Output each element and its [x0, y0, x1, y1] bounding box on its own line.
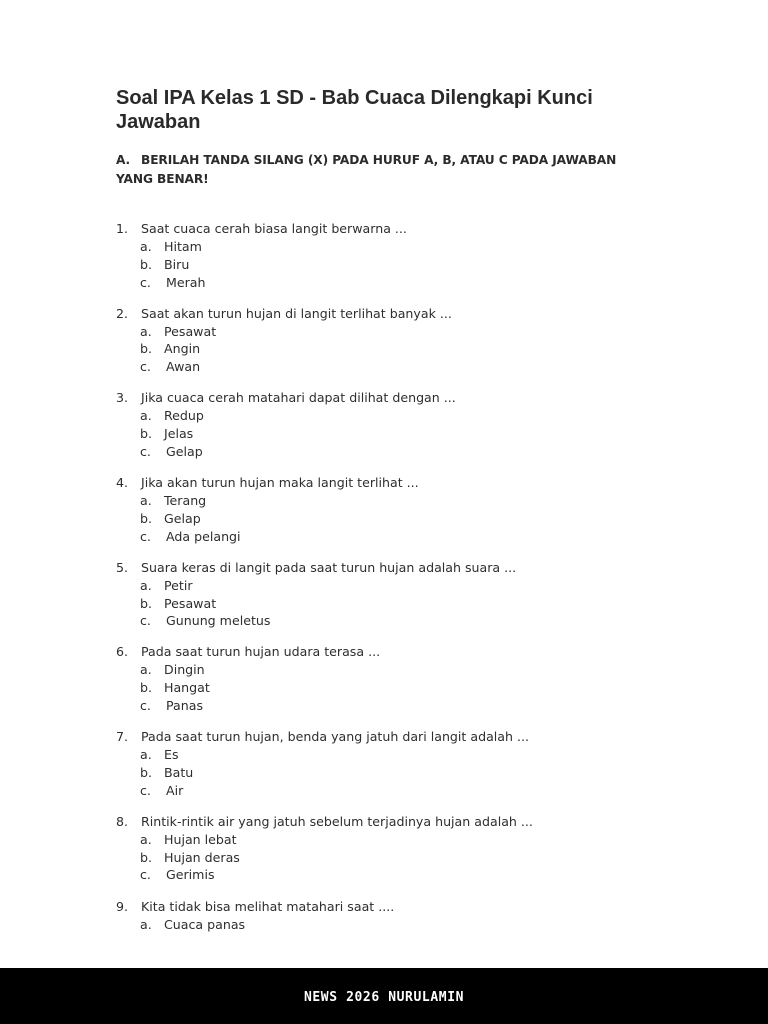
option-text: Hitam — [164, 239, 202, 254]
question-line — [116, 728, 676, 746]
question-text: Rintik-rintik air yang jatuh sebelum terjadinya hujan adalah ... — [141, 813, 533, 829]
option-letter: c. — [140, 443, 151, 459]
option-letter: c. — [140, 867, 151, 883]
question-number: 5. — [116, 559, 129, 575]
question-text: Pada saat turun hujan udara terasa ... — [141, 644, 381, 660]
question-number: 3. — [116, 390, 129, 406]
question-item — [116, 559, 676, 644]
option-item — [116, 238, 676, 256]
option-text: Biru — [164, 256, 190, 272]
question-text: Jika cuaca cerah matahari dapat dilihat dengan ... — [141, 390, 456, 406]
option-letter: b. — [140, 341, 152, 357]
option-text: Petir — [164, 577, 193, 593]
option-item — [116, 443, 676, 461]
document-title: Soal IPA Kelas 1 SD - Bab Cuaca Dilengkapi Kunci Jawaban — [116, 87, 593, 133]
option-text: Pesawat — [164, 323, 217, 339]
question-number: 9. — [116, 898, 129, 914]
option-item — [116, 256, 676, 274]
question-text: Jika akan turun hujan maka langit terlihat ... — [141, 475, 419, 491]
option-list — [116, 238, 676, 291]
option-item — [116, 679, 676, 697]
question-text: Suara keras di langit pada saat turun hujan adalah suara ... — [141, 559, 517, 575]
option-text: Hujan lebat — [164, 831, 237, 847]
question-line — [116, 559, 676, 577]
option-item — [116, 866, 676, 884]
option-text: Ada pelangi — [166, 528, 241, 544]
question-line — [116, 474, 676, 492]
option-item — [116, 425, 676, 443]
option-letter: b. — [140, 680, 152, 696]
option-letter: a. — [140, 916, 152, 932]
option-letter: c. — [140, 528, 151, 544]
option-text: Cuaca panas — [164, 916, 246, 932]
question-text: Saat akan turun hujan di langit terlihat banyak ... — [141, 305, 452, 321]
option-text: Gelap — [166, 443, 203, 459]
option-item — [116, 492, 676, 510]
option-letter: c. — [140, 782, 151, 798]
question-text: Pada saat turun hujan, benda yang jatuh dari langit adalah ... — [141, 729, 530, 745]
option-letter: a. — [140, 323, 152, 339]
question-text: Kita tidak bisa melihat matahari saat .... — [141, 898, 395, 914]
section-instruction — [116, 151, 656, 189]
option-text: Gerimis — [166, 867, 215, 883]
question-number: 2. — [116, 305, 129, 321]
option-text: Awan — [166, 359, 201, 375]
question-item — [116, 305, 676, 390]
option-text: Jelas — [164, 426, 194, 442]
question-number: 1. — [116, 221, 129, 236]
option-letter: a. — [140, 747, 152, 763]
question-number: 7. — [116, 729, 129, 745]
question-text: Saat cuaca cerah biasa langit berwarna ... — [141, 221, 407, 236]
option-letter: b. — [140, 510, 152, 526]
option-item — [116, 916, 676, 934]
option-letter: b. — [140, 764, 152, 780]
option-item — [116, 407, 676, 425]
option-item — [116, 528, 676, 546]
option-item — [116, 340, 676, 358]
option-letter: a. — [140, 408, 152, 424]
option-letter: a. — [140, 662, 152, 678]
option-letter: a. — [140, 239, 152, 254]
question-line — [116, 220, 676, 238]
option-item — [116, 612, 676, 630]
question-item — [116, 813, 676, 898]
option-text: Angin — [164, 341, 201, 357]
question-line — [116, 389, 676, 407]
option-list — [116, 577, 676, 630]
question-number: 6. — [116, 644, 129, 660]
option-item — [116, 849, 676, 867]
option-item — [116, 595, 676, 613]
option-letter: b. — [140, 849, 152, 865]
option-text: Hangat — [164, 680, 210, 696]
footer-bar — [0, 968, 768, 1024]
option-letter: a. — [140, 577, 152, 593]
option-text: Pesawat — [164, 595, 217, 611]
option-text: Es — [164, 747, 179, 763]
question-line — [116, 813, 676, 831]
question-item — [116, 389, 676, 474]
question-item — [116, 643, 676, 728]
footer-watermark: NEWS 2026 NURULAMIN — [303, 989, 465, 1005]
option-list — [116, 492, 676, 545]
option-list — [116, 661, 676, 714]
option-letter: c. — [140, 274, 151, 290]
option-text: Air — [166, 782, 184, 798]
option-item — [116, 746, 676, 764]
option-text: Redup — [164, 408, 204, 424]
option-list — [116, 407, 676, 460]
option-item — [116, 661, 676, 679]
option-list — [116, 916, 676, 934]
option-letter: c. — [140, 698, 151, 714]
option-item — [116, 831, 676, 849]
option-text: Panas — [166, 698, 204, 714]
option-letter: c. — [140, 359, 151, 375]
option-letter: c. — [140, 613, 151, 629]
option-letter: b. — [140, 426, 152, 442]
option-text: Dingin — [164, 662, 205, 678]
question-line — [116, 305, 676, 323]
option-letter: b. — [140, 595, 152, 611]
option-item — [116, 782, 676, 800]
option-list — [116, 323, 676, 376]
section-marker: A. — [116, 153, 131, 167]
option-text: Hujan deras — [164, 849, 240, 865]
option-item — [116, 358, 676, 376]
question-number: 8. — [116, 813, 129, 829]
option-list — [116, 746, 676, 799]
option-list — [116, 831, 676, 884]
question-line — [116, 898, 676, 916]
option-item — [116, 323, 676, 341]
option-letter: a. — [140, 493, 152, 509]
option-item — [116, 274, 676, 292]
question-number: 4. — [116, 475, 129, 491]
question-item — [116, 728, 676, 813]
option-letter: b. — [140, 256, 152, 272]
option-item — [116, 577, 676, 595]
option-text: Gelap — [164, 510, 201, 526]
option-letter: a. — [140, 831, 152, 847]
option-item — [116, 510, 676, 528]
option-text: Terang — [164, 493, 207, 509]
question-item — [116, 474, 676, 559]
question-item — [116, 220, 676, 305]
option-text: Batu — [164, 764, 194, 780]
question-line — [116, 643, 676, 661]
question-list — [116, 220, 676, 982]
section-instruction-text: BERILAH TANDA SILANG (X) PADA HURUF A, B, ATAU C PADA JAWABAN YANG BENAR! — [116, 153, 617, 186]
option-text: Merah — [166, 274, 206, 290]
option-item — [116, 764, 676, 782]
option-text: Gunung meletus — [166, 613, 271, 629]
option-item — [116, 697, 676, 715]
